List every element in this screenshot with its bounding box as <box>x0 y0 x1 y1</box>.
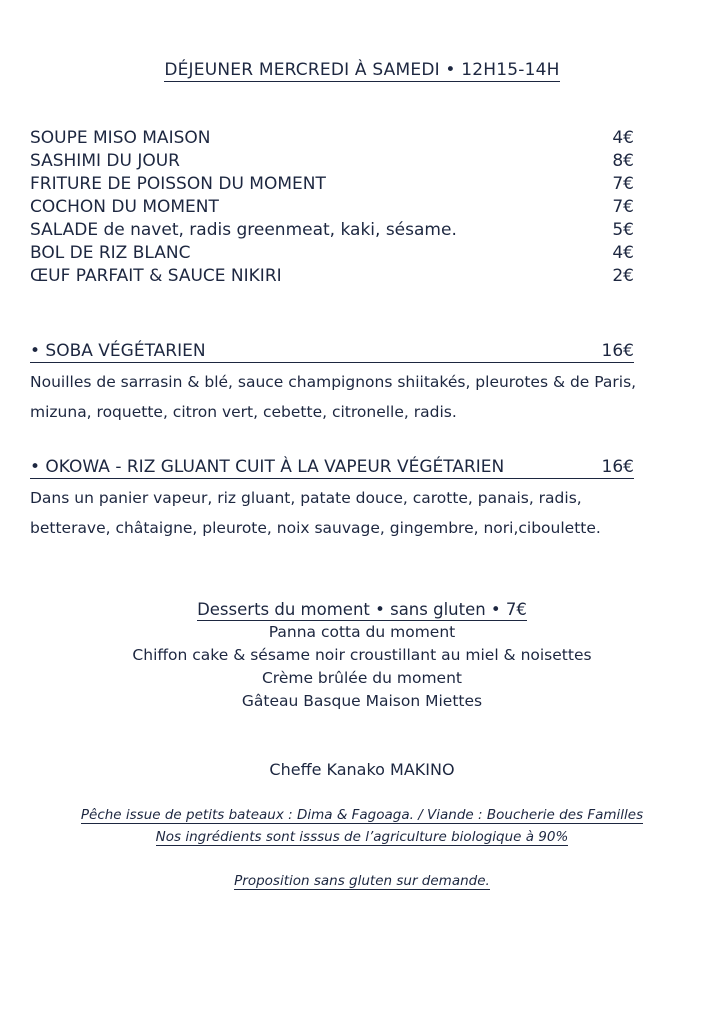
menu-item-name: ŒUF PARFAIT & SAUCE NIKIRI <box>30 266 282 286</box>
soba-description-line: mizuna, roquette, citron vert, cebette, citronelle, radis. <box>30 403 457 421</box>
menu-title <box>0 60 724 80</box>
okowa-heading <box>30 457 634 479</box>
gluten-free-note: Proposition sans gluten sur demande. <box>234 873 490 889</box>
desserts-section <box>0 599 724 713</box>
okowa-description-line: betterave, châtaigne, pleurote, noix sauvage, gingembre, nori,ciboulette. <box>30 519 601 537</box>
menu-item-name: COCHON DU MOMENT <box>30 197 219 217</box>
menu-item-name: SASHIMI DU JOUR <box>30 151 180 171</box>
menu-item-price: 5€ <box>612 220 634 240</box>
menu-item-price: 7€ <box>612 174 634 194</box>
menu-item <box>30 219 634 242</box>
menu-title-text: DÉJEUNER MERCREDI À SAMEDI • 12H15-14H <box>164 60 560 80</box>
menu-item-name: BOL DE RIZ BLANC <box>30 243 191 263</box>
dessert-item: Chiffon cake & sésame noir croustillant au miel & noisettes <box>132 646 592 664</box>
dessert-item: Crème brûlée du moment <box>261 669 462 687</box>
menu-item <box>30 127 634 150</box>
chef-name: Cheffe Kanako MAKINO <box>269 760 455 779</box>
menu-item-price: 7€ <box>612 197 634 217</box>
menu-item-name: FRITURE DE POISSON DU MOMENT <box>30 174 326 194</box>
menu-item-price: 4€ <box>612 128 634 148</box>
menu-item <box>30 242 634 265</box>
starter-list <box>30 127 634 288</box>
soba-description <box>30 367 670 427</box>
soba-heading <box>30 341 634 363</box>
sourcing-notes <box>0 804 724 848</box>
soba-title: • SOBA VÉGÉTARIEN <box>30 341 206 361</box>
dessert-item: Panna cotta du moment <box>268 623 456 641</box>
soba-price: 16€ <box>601 341 634 361</box>
organic-note: Nos ingrédients sont isssus de l’agriculture biologique à 90% <box>155 829 569 845</box>
okowa-title: • OKOWA - RIZ GLUANT CUIT À LA VAPEUR VÉGÉTARIEN <box>30 457 505 477</box>
menu-item-price: 2€ <box>612 266 634 286</box>
menu-item-price: 8€ <box>612 151 634 171</box>
gluten-free-note-block <box>0 870 724 892</box>
menu-item <box>30 196 634 219</box>
okowa-description <box>30 483 670 543</box>
okowa-dish <box>30 457 670 543</box>
okowa-description-line: Dans un panier vapeur, riz gluant, patate douce, carotte, panais, radis, <box>30 489 582 507</box>
soba-dish <box>30 341 670 427</box>
menu-item-name: SOUPE MISO MAISON <box>30 128 211 148</box>
menu-item <box>30 150 634 173</box>
desserts-title: Desserts du moment • sans gluten • 7€ <box>197 600 527 619</box>
menu-item <box>30 265 634 288</box>
okowa-price: 16€ <box>601 457 634 477</box>
dessert-item: Gâteau Basque Maison Miettes <box>241 692 483 710</box>
menu-item-name: SALADE de navet, radis greenmeat, kaki, sésame. <box>30 220 457 240</box>
menu-item-price: 4€ <box>612 243 634 263</box>
soba-description-line: Nouilles de sarrasin & blé, sauce champignons shiitakés, pleurotes & de Paris, <box>30 373 637 391</box>
menu-item <box>30 173 634 196</box>
sourcing-note: Pêche issue de petits bateaux : Dima & Fagoaga. / Viande : Boucherie des Familles <box>80 807 644 823</box>
